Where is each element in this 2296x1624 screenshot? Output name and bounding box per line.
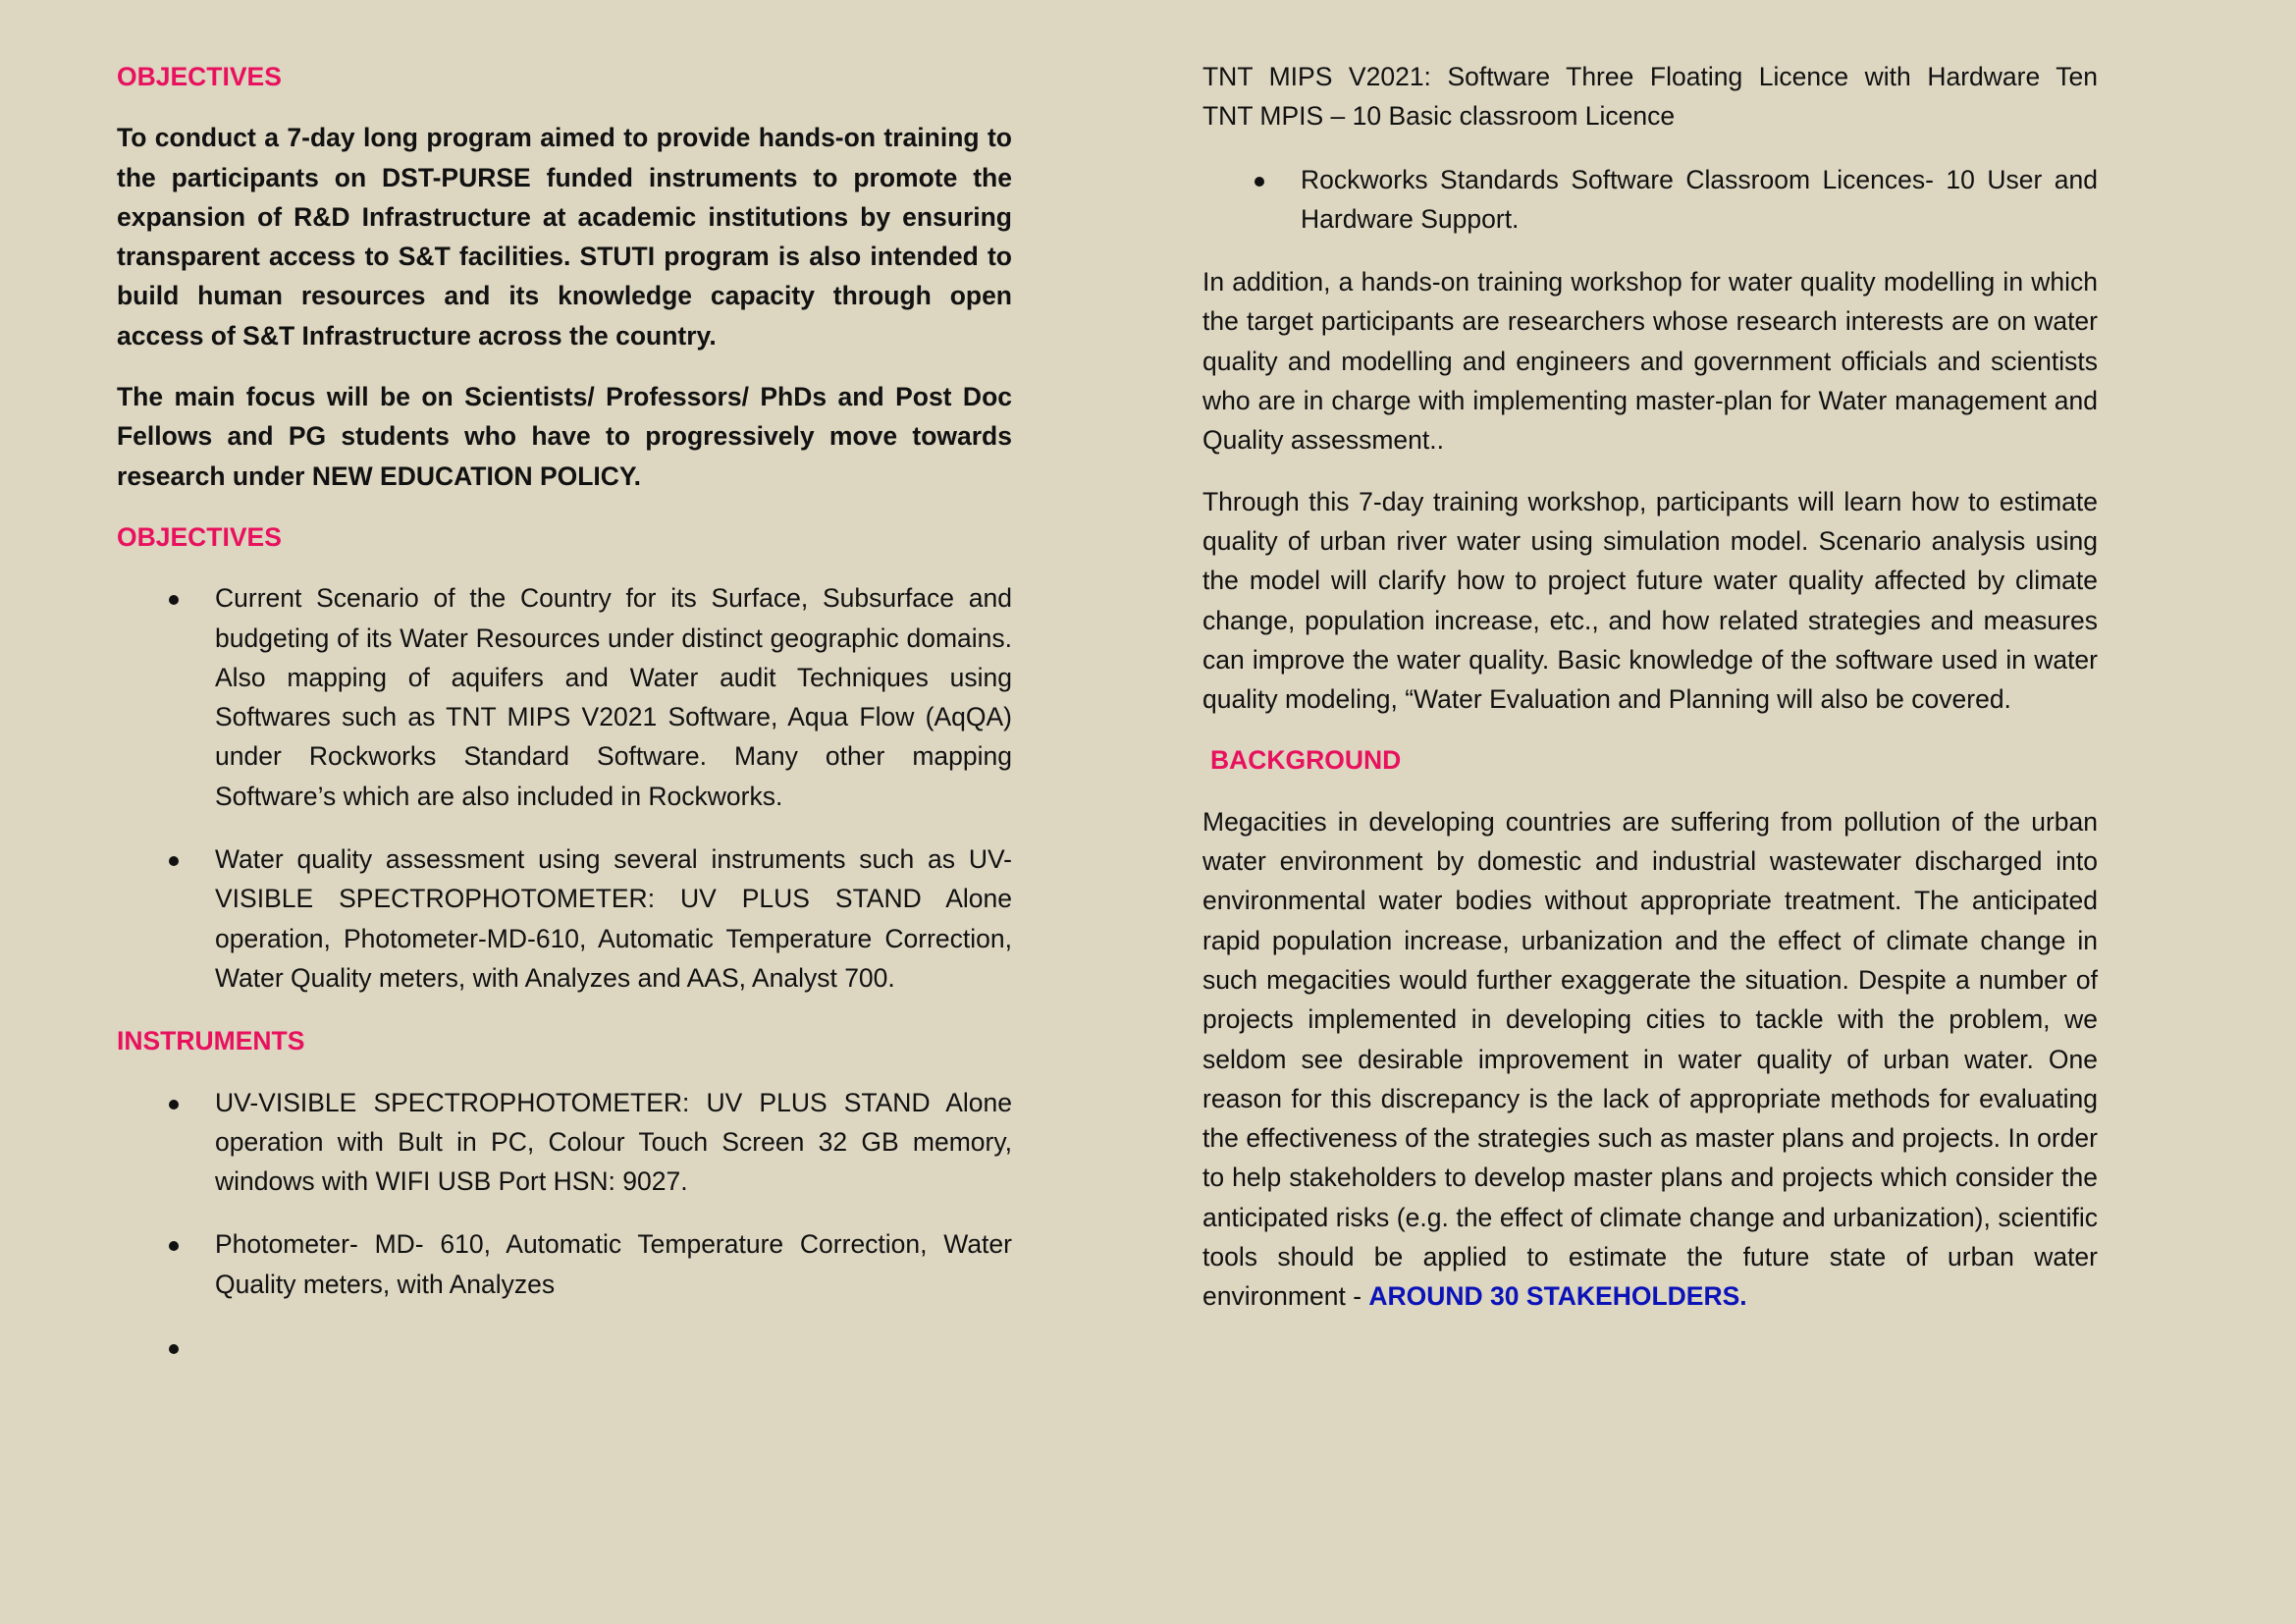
background-paragraph	[1202, 802, 2098, 1317]
licence-line: TNT MPIS – 10 Basic classroom Licence	[1202, 101, 1676, 132]
list-item-text: Current Scenario of the Country for its Surface, Subsurface and budgeting of its Water Resources under distinct geographic domains. Also mapping of aquifers and Water audit Techniques using Softwares such as TNT MIPS V2021 Software, Aqua Flow (AqQA) under Rockworks Standard Software. Many other mapping Software’s which are also included in Rockworks.	[215, 583, 1012, 811]
list-item	[117, 1224, 1012, 1304]
list-item-text: UV-VISIBLE SPECTROPHOTOMETER: UV PLUS STAND Alone operation with Bult in PC, Colour Touch Screen 32 GB memory, windows with WIFI USB Port HSN: 9027.	[215, 1087, 1012, 1197]
list-item	[117, 1083, 1012, 1202]
list-item	[1202, 160, 2098, 240]
bullet-icon	[1255, 177, 1264, 187]
background-heading: BACKGROUND	[1210, 745, 1402, 776]
bullet-icon	[169, 1344, 179, 1354]
objectives-heading: OBJECTIVES	[117, 62, 282, 91]
bullet-icon	[169, 1241, 179, 1251]
addition-paragraph: In addition, a hands-on training workshop for water quality modelling in which the target participants are researchers whose research interests are on water quality and modelling and engineers and government officials and scientists who are in charge with implementing master-plan for Water management and Quality assessment..	[1202, 267, 2098, 456]
list-item	[117, 1327, 1012, 1367]
left-column	[117, 57, 1012, 1390]
background-text: Megacities in developing countries are suffering from pollution of the urban water environment by domestic and industrial wastewater discharged into environmental water bodies without appropriate treatment. The anticipated rapid population increase, urbanization and the effect of climate change in such megacities would further exaggerate the situation. Despite a number of projects implemented in developing cities to tackle with the problem, we seldom see desirable improvement in water quality of urban water. One reason for this discrepancy is the lack of appropriate methods for evaluating the effectiveness of the strategies such as master plans and projects. In order to help stakeholders to develop master plans and projects which consider the anticipated risks (e.g. the effect of climate change and urbanization), scientific tools should be applied to estimate the future state of urban water environment -	[1202, 806, 2098, 1312]
objectives-list	[117, 578, 1012, 998]
list-item	[117, 839, 1012, 998]
list-item	[117, 578, 1012, 816]
instruments-heading: INSTRUMENTS	[117, 1026, 305, 1056]
workshop-paragraph: Through this 7-day training workshop, participants will learn how to estimate quality of urban river water using simulation model. Scenario analysis using the model will clarify how to project future water quality affected by climate change, population increase, etc., and how related strategies and measures can improve the water quality. Basic knowledge of the software used in water quality modeling, “Water Evaluation and Planning will also be covered.	[1202, 486, 2098, 715]
focus-paragraph: The main focus will be on Scientists/ Professors/ PhDs and Post Doc Fellows and PG students who have to progressively move towards research under NEW EDUCATION POLICY.	[117, 382, 1012, 491]
objectives-heading-secondary: OBJECTIVES	[117, 521, 282, 552]
licence-list	[1202, 160, 2098, 240]
list-item-text: Water quality assessment using several instruments such as UV-VISIBLE SPECTROPHOTOMETER: UV PLUS STAND Alone operation, Photometer-MD-610, Automatic Temperature Correction, Water Quality meters, with Analyzes and AAS, Analyst 700.	[215, 844, 1012, 993]
bullet-icon	[169, 856, 179, 866]
bullet-icon	[169, 595, 179, 605]
right-column	[1202, 57, 2098, 1338]
bullet-icon	[169, 1100, 179, 1110]
list-item-text: Photometer- MD- 610, Automatic Temperature Correction, Water Quality meters, with Analyzes	[215, 1229, 1012, 1299]
instruments-list	[117, 1083, 1012, 1367]
list-item-text: Rockworks Standards Software Classroom Licences- 10 User and Hardware Support.	[1301, 164, 2098, 234]
intro-paragraph: To conduct a 7-day long program aimed to provide hands-on training to the participants on DST-PURSE funded instruments to promote the expansion of R&D Infrastructure at academic institutions by ensuring transparent access to S&T facilities. STUTI program is also intended to build human resources and its knowledge capacity through open access of S&T Infrastructure across the country.	[117, 123, 1012, 351]
licence-line: TNT MIPS V2021: Software Three Floating Licence with Hardware Ten	[1202, 62, 2098, 91]
stakeholders-highlight: AROUND 30 STAKEHOLDERS.	[1368, 1281, 1747, 1312]
